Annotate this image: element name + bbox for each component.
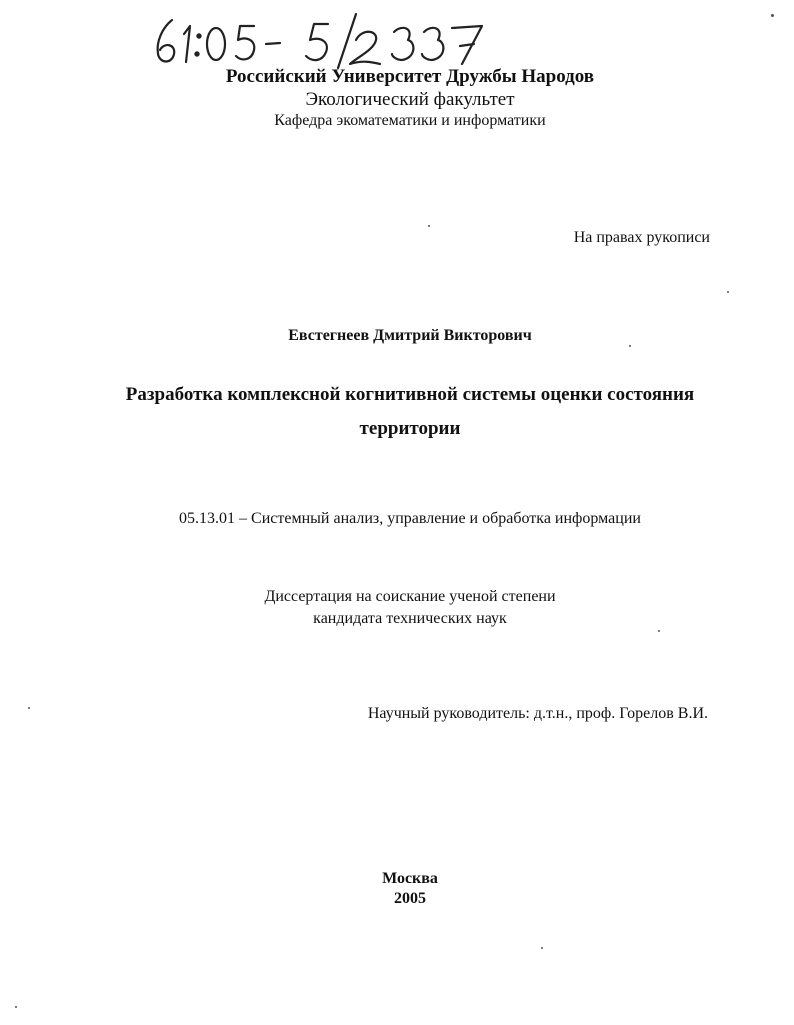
scientific-supervisor: Научный руководитель: д.т.н., проф. Горелов В.И.	[367, 705, 708, 722]
dissertation-title-line1: Разработка комплексной когнитивной системы оценки состояния	[125, 384, 695, 405]
scan-speck	[771, 14, 774, 17]
scan-speck	[541, 947, 543, 949]
rights-note: На правах рукописи	[573, 229, 710, 246]
university-name: Российский Университет Дружбы Народов	[225, 66, 595, 87]
handwritten-archive-number	[150, 10, 495, 70]
dissertation-title-line2: территории	[359, 418, 461, 439]
year: 2005	[394, 890, 426, 907]
scan-speck	[28, 707, 30, 709]
author-name: Евстегнеев Дмитрий Викторович	[288, 327, 532, 344]
degree-line1: Диссертация на соискание ученой степени	[264, 588, 556, 605]
scan-speck	[629, 345, 631, 347]
scan-speck	[658, 630, 660, 632]
scan-speck	[727, 291, 729, 293]
department-name: Кафедра экоматематики и информатики	[274, 112, 546, 129]
city: Москва	[382, 870, 438, 887]
scan-speck	[428, 225, 430, 227]
degree-line2: кандидата технических наук	[313, 610, 507, 627]
scan-speck	[15, 1006, 17, 1008]
specialty-code: 05.13.01 – Системный анализ, управление и обработка информации	[179, 510, 641, 527]
faculty-name: Экологический факультет	[305, 89, 515, 110]
